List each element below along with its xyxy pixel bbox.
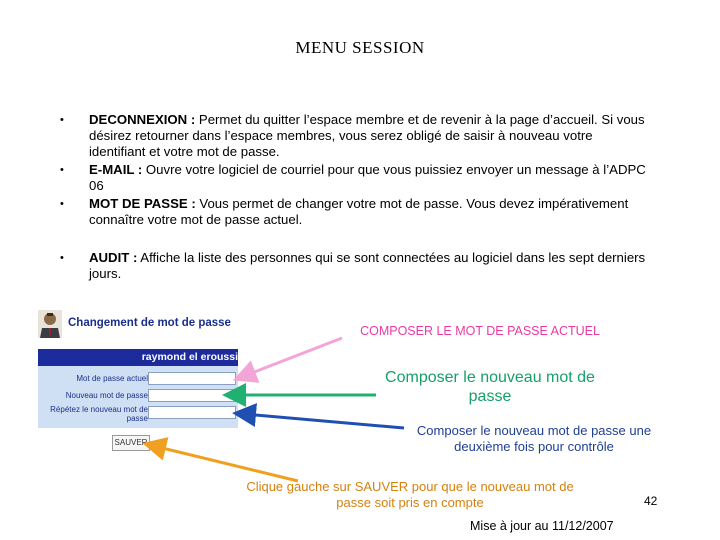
annotation-new-password: Composer le nouveau mot de passe [385, 369, 595, 405]
annotation-repeat-password: Composer le nouveau mot de passe une deuxième fois pour contrôle [416, 423, 652, 454]
bullet-term: DECONNEXION : [89, 112, 196, 127]
update-date: Mise à jour au 11/12/2007 [470, 519, 614, 533]
bullet-text: Permet du quitter l’espace membre et de revenir à la page d’accueil. Si vous désirez retourner dans l’espace membres, vous serez obligé de saisir à nouveau votre identifiant et votre mot de passe. [89, 112, 645, 159]
bullet-dot: • [60, 198, 64, 210]
bullet-text: Vous permet de changer votre mot de passe. Vous devez impérativement connaître votre mot de passe actuel. [89, 196, 629, 227]
page-number: 42 [644, 494, 658, 508]
orange-arrow [154, 446, 298, 481]
bullet-term: MOT DE PASSE : [89, 196, 196, 211]
current-password-label: Mot de passe actuel [76, 374, 148, 383]
bullet-term: E-MAIL : [89, 162, 143, 177]
repeat-password-label: Répétez le nouveau mot de passe [50, 405, 148, 423]
save-button[interactable]: SAUVER [112, 435, 150, 451]
bullet-dot: • [60, 252, 64, 264]
slide-title: MENU SESSION [295, 38, 425, 57]
bullet-text: Ouvre votre logiciel de courriel pour que vous puissiez envoyer un message à l’ADPC 06 [89, 162, 646, 193]
pink-arrow [244, 338, 342, 376]
bullet-dot: • [60, 114, 64, 126]
annotation-current-password: COMPOSER LE MOT DE PASSE ACTUEL [360, 324, 600, 338]
bullet-dot: • [60, 164, 64, 176]
blue-arrow [244, 414, 404, 428]
new-password-label: Nouveau mot de passe [65, 391, 148, 400]
bullet-text: Affiche la liste des personnes qui se sont connectées au logiciel dans les sept derniers jours. [89, 250, 646, 281]
bullet-term: AUDIT : [89, 250, 138, 265]
form-title: Changement de mot de passe [68, 317, 231, 329]
annotation-save: Clique gauche sur SAUVER pour que le nouveau mot de passe soit pris en compte [246, 479, 574, 510]
username: raymond el eroussi [141, 351, 238, 363]
